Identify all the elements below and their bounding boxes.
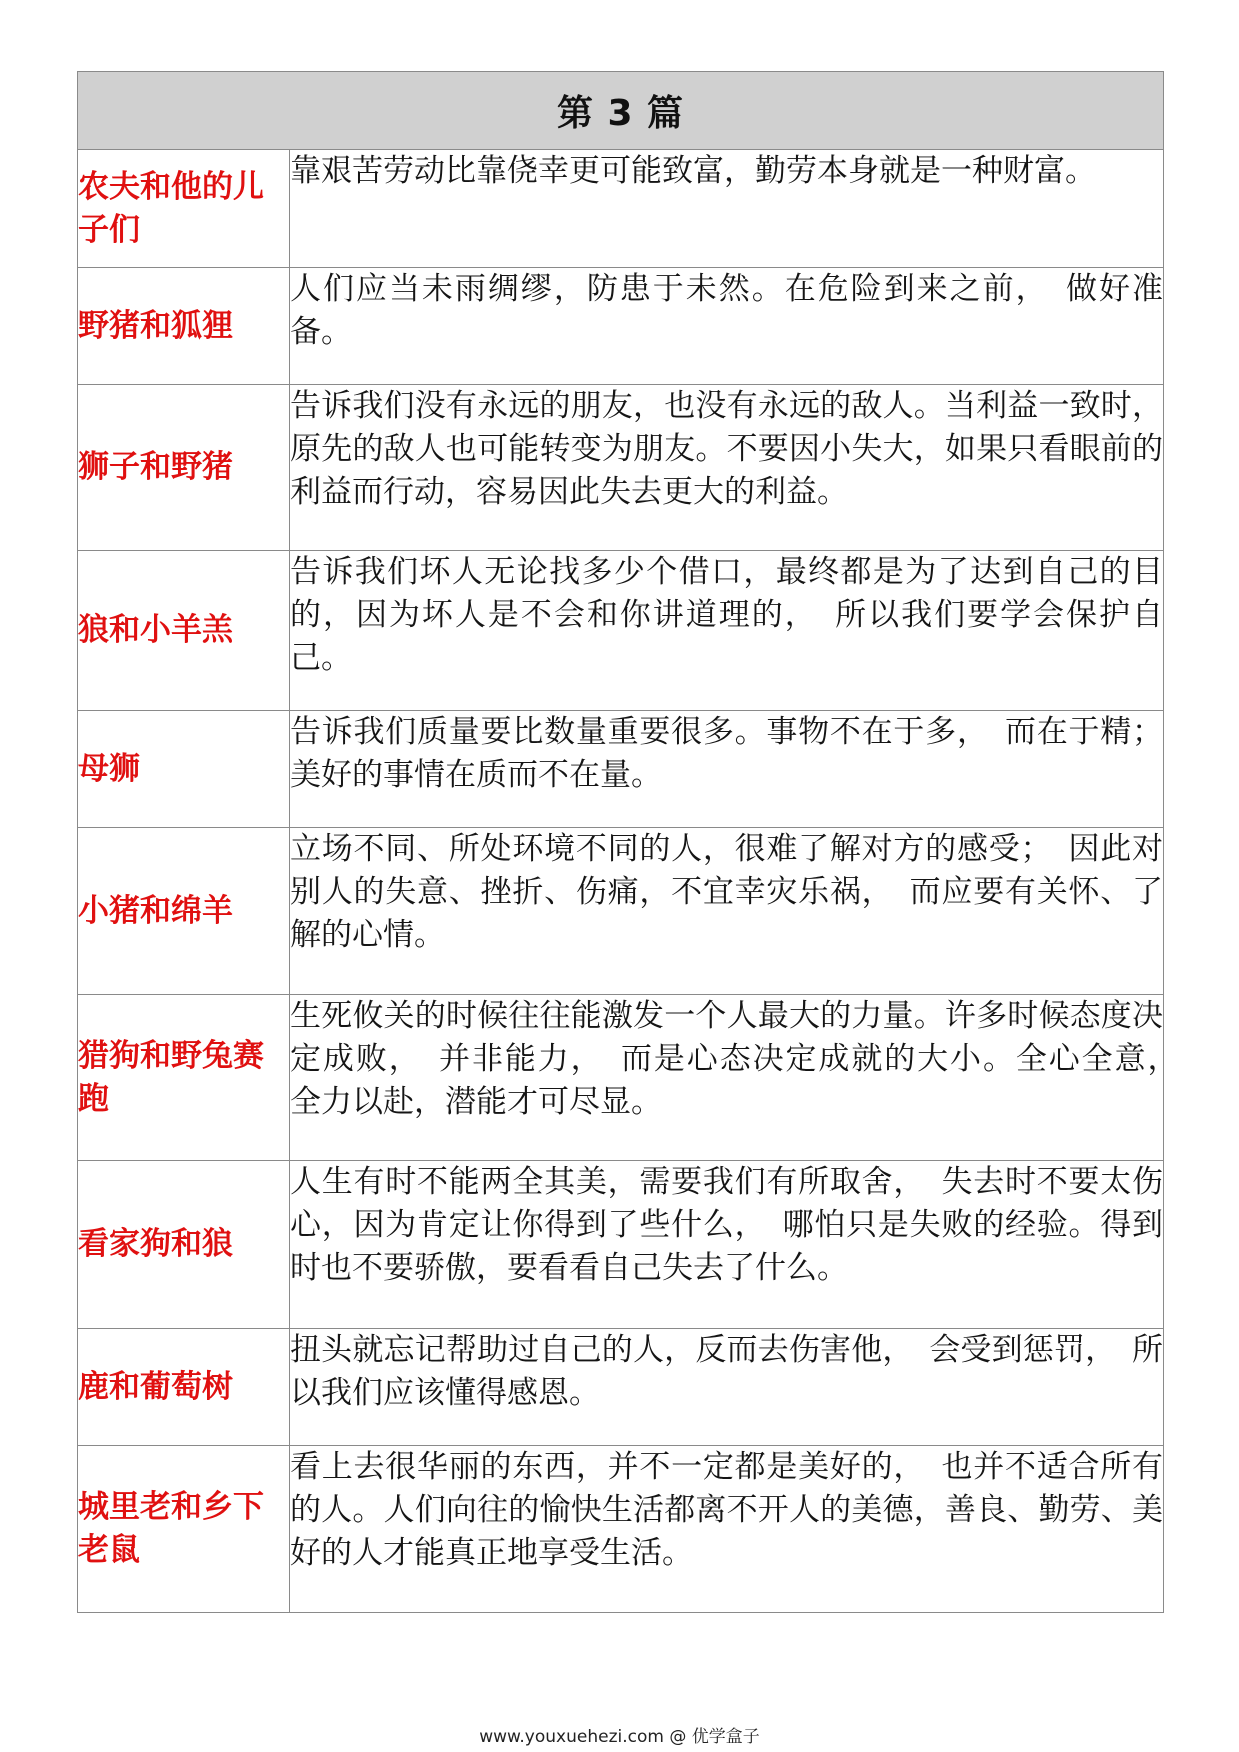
page-title: 第 3 篇 xyxy=(78,72,1164,150)
fable-moral: 人们应当未雨绸缪，防患于未然。在危险到来之前， 做好准备。 xyxy=(290,268,1164,385)
fable-table xyxy=(77,71,1194,1613)
table-row xyxy=(78,268,1164,385)
fable-name: 鹿和葡萄树 xyxy=(78,1329,290,1446)
fable-name: 猎狗和野兔赛跑 xyxy=(78,995,290,1161)
fable-name: 小猪和绵羊 xyxy=(78,828,290,995)
fable-moral: 扭头就忘记帮助过自己的人，反而去伤害他， 会受到惩罚， 所以我们应该懂得感恩。 xyxy=(290,1329,1164,1446)
fable-name: 看家狗和狼 xyxy=(78,1161,290,1329)
fable-moral: 人生有时不能两全其美，需要我们有所取舍， 失去时不要太伤心，因为肯定让你得到了些什么， 哪怕只是失败的经验。得到时也不要骄傲，要看看自己失去了什么。 xyxy=(290,1161,1164,1329)
fable-moral: 立场不同、所处环境不同的人，很难了解对方的感受； 因此对别人的失意、挫折、伤痛，不宜幸灾乐祸， 而应要有关怀、了解的心情。 xyxy=(290,828,1164,995)
table-row xyxy=(78,1446,1164,1613)
fable-name: 狮子和野猪 xyxy=(78,385,290,551)
fable-moral: 告诉我们质量要比数量重要很多。事物不在于多， 而在于精；美好的事情在质而不在量。 xyxy=(290,711,1164,828)
fable-moral: 告诉我们坏人无论找多少个借口，最终都是为了达到自己的目的，因为坏人是不会和你讲道理的， 所以我们要学会保护自己。 xyxy=(290,551,1164,711)
fable-name: 农夫和他的儿子们 xyxy=(78,150,290,268)
table-row xyxy=(78,385,1164,551)
fable-name: 城里老和乡下老鼠 xyxy=(78,1446,290,1613)
fable-name: 野猪和狐狸 xyxy=(78,268,290,385)
table-row xyxy=(78,828,1164,995)
table-row xyxy=(78,995,1164,1161)
table-row xyxy=(78,551,1164,711)
fable-name: 母狮 xyxy=(78,711,290,828)
table-row xyxy=(78,1329,1164,1446)
table-row xyxy=(78,711,1164,828)
fable-moral: 告诉我们没有永远的朋友，也没有永远的敌人。当利益一致时，原先的敌人也可能转变为朋友。不要因小失大，如果只看眼前的利益而行动，容易因此失去更大的利益。 xyxy=(290,385,1164,551)
fable-moral: 看上去很华丽的东西，并不一定都是美好的， 也并不适合所有的人。人们向往的愉快生活都离不开人的美德，善良、勤劳、美好的人才能真正地享受生活。 xyxy=(290,1446,1164,1613)
title-row xyxy=(78,72,1164,150)
table-row xyxy=(78,1161,1164,1329)
fable-moral: 靠艰苦劳动比靠侥幸更可能致富，勤劳本身就是一种财富。 xyxy=(290,150,1164,268)
fable-name: 狼和小羊羔 xyxy=(78,551,290,711)
table-row xyxy=(78,150,1164,268)
footer-watermark: www.youxuehezi.com @ 优学盒子 xyxy=(479,1727,760,1747)
fable-moral: 生死攸关的时候往往能激发一个人最大的力量。许多时候态度决定成败， 并非能力， 而是心态决定成就的大小。全心全意， 全力以赴，潜能才可尽显。 xyxy=(290,995,1164,1161)
